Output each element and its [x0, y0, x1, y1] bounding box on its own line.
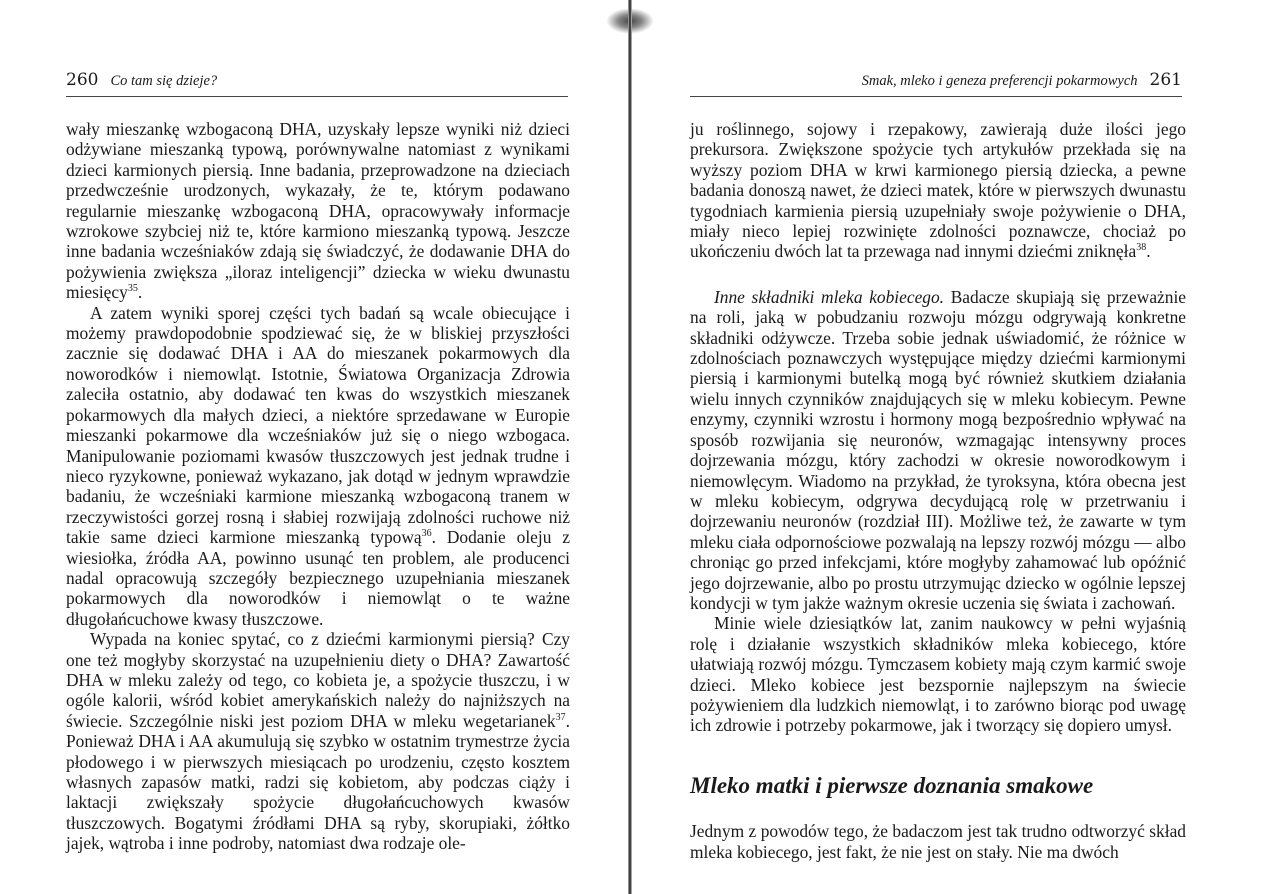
paragraph: Jednym z powodów tego, że badaczom jest tak trudno odtworzyć skład mleka kobiecego, jest fakt, że nie jest on stały. Nie ma dwóch — [690, 821, 1186, 862]
left-running-title: Co tam się dzieje? — [110, 73, 218, 89]
paragraph: ju roślinnego, sojowy i rzepakowy, zawierają duże ilości jego prekursora. Zwiększone spożycie tych artykułów przekłada się na wyższy poziom DHA w krwi karmionego piersią dziecka, a pewne badania donoszą nawet, że dzieci matek, które w pierwszych dwunastu tygodniach karmienia piersią uzupełniały swoje pożywienie o DHA, miały nieco lepiej rozwinięte zdolności poznawcze, chociaż po ukończeniu dwóch lat ta przewaga nad innymi dziećmi zniknęła$^{38}$. — [690, 119, 1186, 262]
footnote-ref: 35 — [127, 283, 138, 295]
paragraph: wały mieszankę wzbogaconą DHA, uzyskały lepsze wyniki niż dzieci odżywiane mieszanką typową, porównywalne natomiast z wynikami dzieci karmionych piersią. Inne badania, przeprowadzone na dzieciach przedwcześnie urodzonych, wykazały, że te, którym podawano regularnie mieszankę wzbogaconą DHA, opracowywały informacje wzrokowe szybciej niż te, które karmiono mieszanką typową. Jeszcze inne badania wcześniaków zdają się świadczyć, że dodawanie DHA do pożywienia zwiększa „iloraz inteligencji” dziecka w wieku dwunastu miesięcy$^{35}$. — [66, 119, 570, 303]
section-title: Mleko matki i pierwsze doznania smakowe — [690, 772, 1094, 798]
right-page — [632, 0, 1262, 894]
inline-subheading: Inne składniki mleka kobiecego. — [714, 286, 945, 307]
right-running-title: Smak, mleko i geneza preferencji pokarmowych — [861, 73, 1138, 89]
footnote-ref: 37 — [555, 711, 566, 723]
left-page-number: 260 — [66, 70, 99, 90]
paragraph: Minie wiele dziesiątków lat, zanim naukowcy w pełni wyjaśnią rolę i działanie wszystkich składników mleka kobiecego, które ułatwiają rozwój mózgu. Tymczasem kobiety mają czym karmić swoje dzieci. Mleko kobiece jest bezspornie najlepszym na świecie pożywieniem dla ludzkich niemowląt, i to zarówno biorąc pod uwagę ich zdrowie i potrzeby pokarmowe, jak i tworzący się dopiero umysł. — [690, 613, 1186, 736]
right-running-header — [690, 70, 1182, 97]
left-page — [0, 0, 628, 894]
paragraph: A zatem wyniki sporej części tych badań są wcale obiecujące i możemy prawdopodobnie spodziewać się, że w bliskiej przyszłości zacznie się dodawać DHA i AA do mieszanek pokarmowych dla noworodków i niemowląt. Istotnie, Światowa Organizacja Zdrowia zaleciła ostatnio, aby dodawać ten kwas do wszystkich mieszanek pokarmowych dla małych dzieci, a niektóre sprzedawane w Europie mieszanki pokarmowe dla wcześniaków już się o niego wzbogaca. Manipulowanie poziomami kwasów tłuszczowych jest jednak trudne i nieco ryzykowne, ponieważ wykazano, jak dotąd w jednym wprawdzie badaniu, że wcześniaki karmione mieszanką wzbogaconą tranem w rzeczywistości gorzej rosną i słabiej rozwijają zdolności ruchowe niż takie same dzieci karmione mieszanką typową$^{36}$. Dodanie oleju z wiesiołka, źródła AA, powinno usunąć ten problem, ale producenci nadal opracowują szczegóły bezpiecznego uzupełniania mieszanek pokarmowych dla noworodków i niemowląt o te ważne długołańcuchowe kwasy tłuszczowe. — [66, 302, 570, 629]
left-page-body — [66, 119, 570, 854]
right-page-number: 261 — [1149, 70, 1182, 90]
right-page-body — [690, 119, 1186, 862]
left-running-header — [66, 70, 568, 97]
paragraph: Inne składniki mleka kobiecego. Badacze skupiają się przeważnie na roli, jaką w pobudzaniu rozwoju mózgu odgrywają konkretne składniki odżywcze. Trzeba sobie jednak uświadomić, że różnice w zdolnościach poznawczych występujące między dziećmi karmionymi piersią i karmionymi butelką mogą być również skutkiem działania wielu innych czynników znajdujących się w mleku kobiecym. Pewne enzymy, czynniki wzrostu i hormony mogą bezpośrednio wpływać na sposób rozwijania się neuronów, wzmagając intensywny proces dojrzewania mózgu, który zachodzi w okresie noworodkowym i niemowlęcym. Wiadomo na przykład, że tyroksyna, która obecna jest w mleku kobiecym, odgrywa decydującą rolę w przetrwaniu i dojrzewaniu neuronów (rozdział III). Możliwe też, że zawarte w tym mleku ciała odpornościowe pozwalają na lepszy rozwój mózgu — albo chroniąc go przed infekcjami, które mogłyby zahamować lub opóźnić jego dojrzewanie, albo po prostu utrzymując dziecko w ogólnie lepszej kondycji w tym jakże ważnym okresie uczenia się świata i zachowań. — [690, 286, 1186, 613]
footnote-ref: 38 — [1136, 242, 1147, 254]
paragraph: Wypada na koniec spytać, co z dziećmi karmionymi piersią? Czy one też mogłyby skorzystać na uzupełnieniu diety o DHA? Zawartość DHA w mleku zależy od tego, co kobieta je, a spożycie tłuszczu, i w ogóle kalorii, wśród kobiet amerykańskich należy do najniższych na świecie. Szczególnie niski jest poziom DHA w mleku wegetarianek$^{37}$. Ponieważ DHA i AA akumulują się szybko w ostatnim trymestrze życia płodowego i w pierwszych miesiącach po urodzeniu, często kosztem własnych zapasów matki, radzi się kobietom, aby podczas ciąży i laktacji zwiększały spożycie długołańcuchowych kwasów tłuszczowych. Bogatymi źródłami DHA są ryby, skorupiaki, żółtko jajek, wątroba i inne podroby, natomiast dwa rodzaje ole- — [66, 629, 570, 854]
footnote-ref: 36 — [421, 528, 432, 540]
